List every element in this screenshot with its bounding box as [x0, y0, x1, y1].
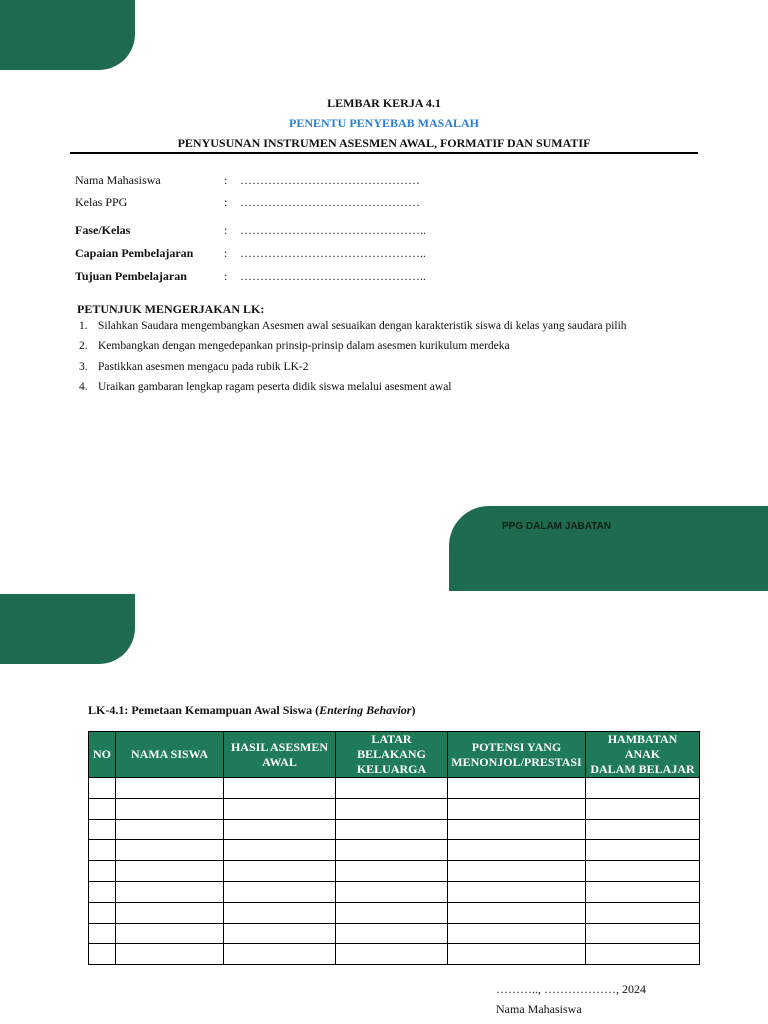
document-subtitle: PENENTU PENYEBAB MASALAH — [288, 116, 480, 130]
table-cell[interactable] — [116, 881, 224, 902]
decorative-corner-shape — [0, 0, 135, 70]
table-cell[interactable] — [224, 944, 336, 965]
table-cell[interactable] — [336, 902, 448, 923]
instruction-number: 1. — [79, 320, 88, 332]
table-cell[interactable] — [224, 840, 336, 861]
field-colon: : — [224, 246, 228, 260]
table-cell[interactable] — [336, 944, 448, 965]
table-cell[interactable] — [224, 798, 336, 819]
table-cell[interactable] — [116, 902, 224, 923]
table-cell[interactable] — [448, 840, 586, 861]
table-cell[interactable] — [586, 840, 700, 861]
table-row — [89, 840, 700, 861]
table-cell[interactable] — [586, 923, 700, 944]
signature-name-label: Nama Mahasiswa — [496, 1002, 582, 1016]
instruction-text: Silahkan Saudara mengembangkan Asesmen awal sesuaikan dengan karakteristik siswa di kelas yang saudara pilih — [98, 320, 627, 332]
table-cell[interactable] — [586, 902, 700, 923]
instructions-title: PETUNJUK MENGERJAKAN LK: — [77, 302, 265, 316]
document-heading: PENYUSUNAN INSTRUMEN ASESMEN AWAL, FORMATIF DAN SUMATIF — [177, 136, 591, 150]
instruction-number: 4. — [79, 380, 88, 393]
table-cell[interactable] — [89, 840, 116, 861]
field-colon: : — [224, 223, 228, 237]
table-row — [89, 798, 700, 819]
instruction-text: Kembangkan dengan mengedepankan prinsip-prinsip dalam asesmen kurikulum merdeka — [98, 340, 510, 353]
table-row — [89, 944, 700, 965]
table-cell[interactable] — [448, 902, 586, 923]
table-cell[interactable] — [448, 944, 586, 965]
table-row — [89, 902, 700, 923]
table-row — [89, 819, 700, 840]
table-cell[interactable] — [89, 881, 116, 902]
field-blank[interactable]: ……………………………………….. — [240, 223, 426, 237]
table-cell[interactable] — [336, 798, 448, 819]
table-cell[interactable] — [586, 778, 700, 799]
table-cell[interactable] — [89, 923, 116, 944]
table-cell[interactable] — [224, 861, 336, 882]
field-colon: : — [224, 173, 228, 187]
column-header-hasil-asesmen: HASIL ASESMEN AWAL — [224, 732, 336, 778]
instruction-item — [79, 338, 627, 358]
table-cell[interactable] — [89, 902, 116, 923]
table-cell[interactable] — [116, 923, 224, 944]
worksheet-heading-italic: Entering Behavior — [319, 703, 412, 717]
table-cell[interactable] — [586, 944, 700, 965]
instruction-item — [79, 359, 627, 379]
column-header-nama-siswa: NAMA SISWA — [116, 732, 224, 778]
field-colon: : — [224, 269, 228, 283]
field-colon: : — [224, 195, 228, 209]
column-header-no: NO — [89, 732, 116, 778]
worksheet-heading — [88, 703, 415, 718]
table-cell[interactable] — [448, 861, 586, 882]
instruction-text: Uraikan gambaran lengkap ragam peserta didik siswa melalui asesment awal — [98, 380, 452, 393]
table-header-row — [89, 732, 700, 778]
field-blank[interactable]: ……………………………………… — [240, 173, 420, 187]
worksheet-heading-suffix: ) — [411, 703, 416, 717]
table-cell[interactable] — [224, 923, 336, 944]
signature-date-line[interactable]: ……….., ………………, 2024 — [496, 982, 646, 996]
footer-label: PPG DALAM JABATAN — [502, 521, 612, 532]
table-cell[interactable] — [89, 778, 116, 799]
field-label: Kelas PPG — [75, 195, 128, 209]
table-cell[interactable] — [224, 819, 336, 840]
instructions-list — [79, 318, 627, 399]
table-cell[interactable] — [116, 798, 224, 819]
column-header-hambatan: HAMBATAN ANAK DALAM BELAJAR — [586, 732, 700, 778]
table-row — [89, 881, 700, 902]
table-cell[interactable] — [89, 861, 116, 882]
table-cell[interactable] — [116, 861, 224, 882]
table-row — [89, 861, 700, 882]
table-cell[interactable] — [116, 819, 224, 840]
title-divider — [70, 152, 698, 154]
field-label: Tujuan Pembelajaran — [75, 269, 187, 283]
footer-banner — [449, 506, 768, 591]
instruction-item — [79, 379, 627, 399]
instruction-item — [79, 318, 627, 338]
table-cell[interactable] — [224, 778, 336, 799]
table-cell[interactable] — [89, 819, 116, 840]
worksheet-table — [88, 731, 700, 965]
table-body — [89, 778, 700, 965]
table-cell[interactable] — [336, 923, 448, 944]
table-row — [89, 778, 700, 799]
document-title: LEMBAR KERJA 4.1 — [327, 96, 441, 110]
table-cell[interactable] — [116, 944, 224, 965]
field-label: Nama Mahasiswa — [75, 173, 161, 187]
table-cell[interactable] — [448, 923, 586, 944]
field-label: Capaian Pembelajaran — [75, 246, 194, 260]
instruction-text: Pastikkan asesmen mengacu pada rubik LK-2 — [98, 360, 309, 373]
column-header-latar-belakang: LATAR BELAKANG KELUARGA — [336, 732, 448, 778]
table-cell[interactable] — [336, 819, 448, 840]
column-header-potensi: POTENSI YANG MENONJOL/PRESTASI — [448, 732, 586, 778]
instruction-number: 2. — [79, 340, 88, 353]
table-cell[interactable] — [89, 944, 116, 965]
field-label: Fase/Kelas — [75, 223, 131, 237]
field-blank[interactable]: ……………………………………… — [240, 195, 420, 209]
table-cell[interactable] — [116, 840, 224, 861]
table-cell[interactable] — [336, 861, 448, 882]
table-row — [89, 923, 700, 944]
table-cell[interactable] — [116, 778, 224, 799]
table-cell[interactable] — [586, 798, 700, 819]
table-cell[interactable] — [448, 881, 586, 902]
table-cell[interactable] — [586, 881, 700, 902]
field-blank[interactable]: ……………………………………….. — [240, 269, 426, 283]
table-cell[interactable] — [586, 819, 700, 840]
table-cell[interactable] — [448, 819, 586, 840]
table-cell[interactable] — [224, 881, 336, 902]
table-cell[interactable] — [336, 840, 448, 861]
decorative-corner-shape — [0, 594, 135, 664]
table-cell[interactable] — [336, 881, 448, 902]
instruction-number: 3. — [79, 360, 88, 373]
table-cell[interactable] — [448, 798, 586, 819]
table-cell[interactable] — [586, 861, 700, 882]
table-cell[interactable] — [336, 778, 448, 799]
table-cell[interactable] — [224, 902, 336, 923]
table-cell[interactable] — [448, 778, 586, 799]
worksheet-heading-prefix: LK-4.1: Pemetaan Kemampuan Awal Siswa ( — [88, 703, 320, 717]
field-blank[interactable]: ……………………………………….. — [240, 246, 426, 260]
table-cell[interactable] — [89, 798, 116, 819]
